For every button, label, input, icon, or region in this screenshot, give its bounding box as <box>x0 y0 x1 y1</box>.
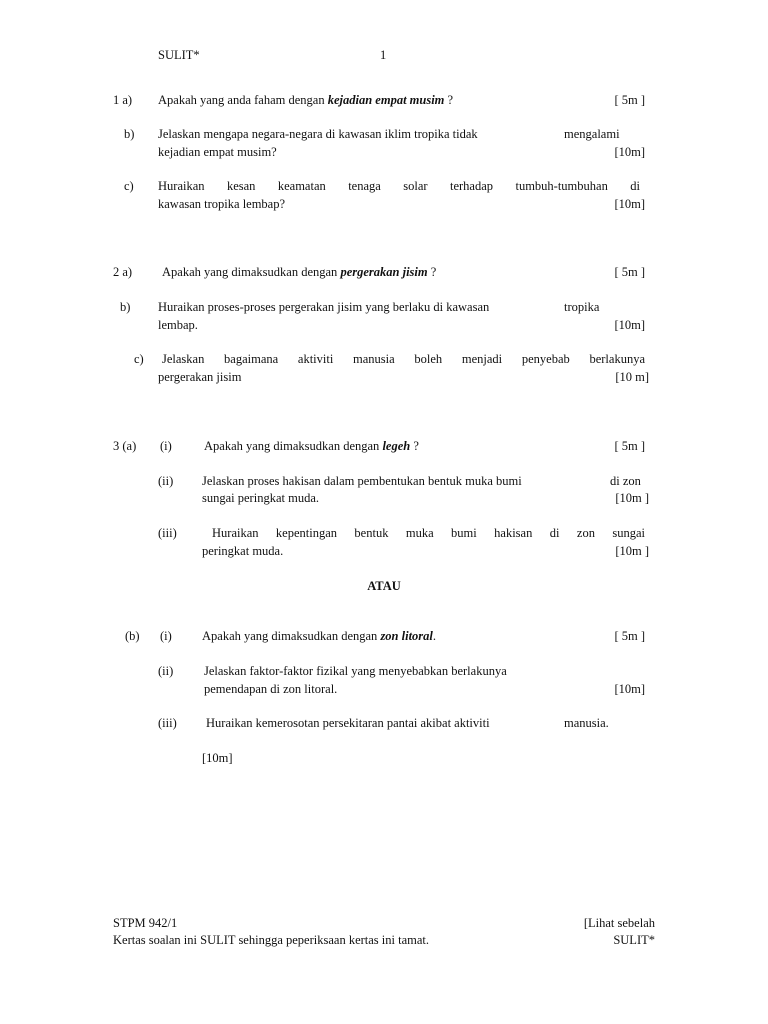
q3aiii-label: (iii) <box>158 526 177 540</box>
q3aii-label: (ii) <box>158 474 174 488</box>
classification-header: SULIT* <box>158 48 200 62</box>
q3bi-keyword: zon litoral <box>380 629 433 643</box>
q2a-text: Apakah yang dimaksudkan dengan pergerakan jisim ? <box>162 265 437 279</box>
q1a-keyword: kejadian empat musim <box>327 93 445 107</box>
footer-note: Kertas soalan ini SULIT sehingga peperiksaan kertas ini tamat. <box>113 933 429 947</box>
q1b-marks: [10m] <box>614 145 645 159</box>
q3bii-line1: Jelaskan faktor-faktor fizikal yang menyebabkan berlakunya <box>204 664 507 678</box>
q3aiii-line1: Huraikan kepentingan bentuk muka bumi hakisan di zon sungai <box>212 526 645 540</box>
q3biii-line1-end: manusia. <box>564 716 609 730</box>
q3bii-label: (ii) <box>158 664 174 678</box>
q2c-marks: [10 m] <box>615 370 649 384</box>
q2b-line1-end: tropika <box>564 300 600 314</box>
q3bi-text: Apakah yang dimaksudkan dengan zon litoral. <box>202 629 437 643</box>
q3ai-text: Apakah yang dimaksudkan dengan legeh ? <box>204 439 419 453</box>
q1b-line1-end: mengalami <box>564 127 620 141</box>
q2b-label: b) <box>120 300 131 314</box>
q1c-label: c) <box>124 179 134 193</box>
q2a-keyword: pergerakan jisim <box>340 265 428 279</box>
q3bii-marks: [10m] <box>614 682 645 696</box>
q2a-marks: [ 5m ] <box>614 265 645 279</box>
q3aiii-marks: [10m ] <box>615 544 649 558</box>
q3biii-line1: Huraikan kemerosotan persekitaran pantai akibat aktiviti <box>206 716 490 730</box>
q3b-label: (b) <box>125 629 140 643</box>
q2c-label: c) <box>134 352 144 366</box>
section-separator: ATAU <box>367 579 401 593</box>
q3aii-line1-end: di zon <box>610 474 641 488</box>
q3bi-marks: [ 5m ] <box>614 629 645 643</box>
page-number: 1 <box>380 48 387 62</box>
q3biii-marks: [10m] <box>202 751 233 765</box>
q1c-line2: kawasan tropika lembap? <box>158 197 286 211</box>
q3ai-label: (i) <box>160 439 172 453</box>
q1-number: 1 a) <box>113 93 133 107</box>
footer-classification: SULIT* <box>613 933 655 947</box>
q3aii-marks: [10m ] <box>615 491 649 505</box>
q3ai-marks: [ 5m ] <box>614 439 645 453</box>
q1a-marks: [ 5m ] <box>614 93 645 107</box>
q1c-line1: Huraikan kesan keamatan tenaga solar terhadap tumbuh-tumbuhan di <box>158 179 640 193</box>
q3bii-line2: pemendapan di zon litoral. <box>204 682 338 696</box>
q2b-line1: Huraikan proses-proses pergerakan jisim yang berlaku di kawasan <box>158 300 490 314</box>
q1b-line2: kejadian empat musim? <box>158 145 277 159</box>
q1c-marks: [10m] <box>614 197 645 211</box>
q3-number: 3 (a) <box>113 439 137 453</box>
q1b-line1: Jelaskan mengapa negara-negara di kawasan iklim tropika tidak <box>158 127 478 141</box>
q3biii-label: (iii) <box>158 716 177 730</box>
q2c-line2: pergerakan jisim <box>158 370 242 384</box>
q2c-line1: Jelaskan bagaimana aktiviti manusia boleh menjadi penyebab berlakunya <box>162 352 645 366</box>
footer-paper-code: STPM 942/1 <box>113 916 178 930</box>
q1a-text: Apakah yang anda faham dengan kejadian empat musim ? <box>158 93 454 107</box>
q3aii-line1: Jelaskan proses hakisan dalam pembentukan bentuk muka bumi <box>202 474 522 488</box>
q3aii-line2: sungai peringkat muda. <box>202 491 319 505</box>
q3bi-label: (i) <box>160 629 172 643</box>
q3ai-keyword: legeh <box>382 439 411 453</box>
q2-number: 2 a) <box>113 265 133 279</box>
q1b-label: b) <box>124 127 135 141</box>
q2b-marks: [10m] <box>614 318 645 332</box>
footer-next-page: [Lihat sebelah <box>583 916 655 930</box>
q3aiii-line2: peringkat muda. <box>202 544 284 558</box>
q2b-line2: lembap. <box>158 318 198 332</box>
